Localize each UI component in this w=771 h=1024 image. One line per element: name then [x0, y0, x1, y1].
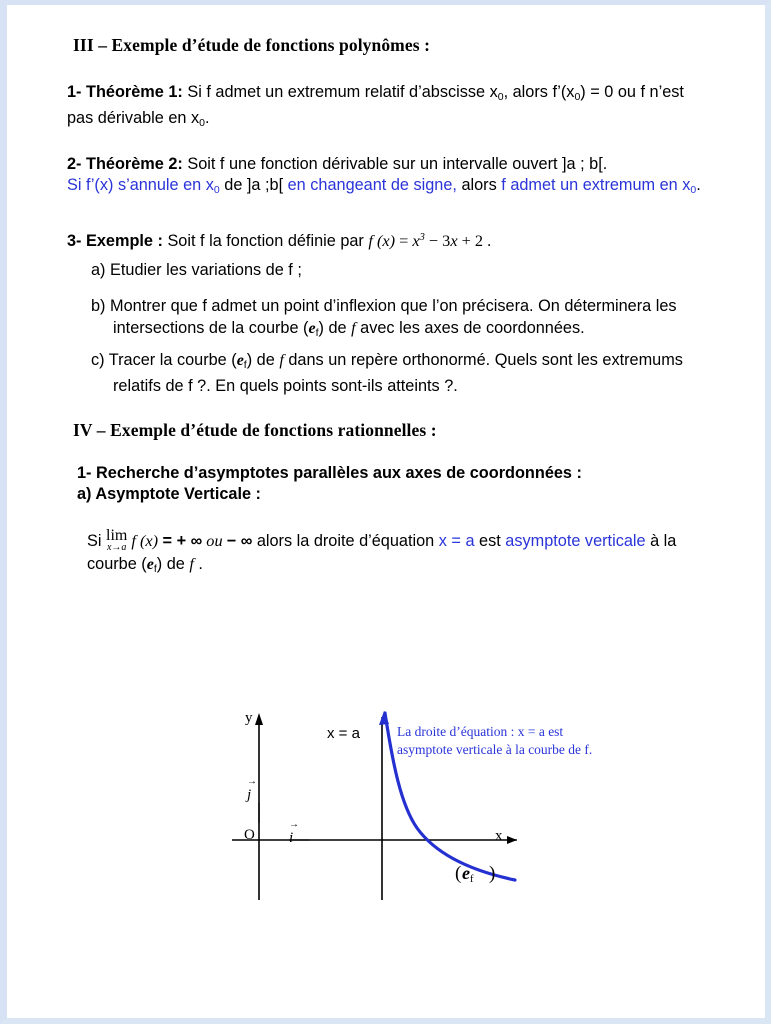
item-b-label: b): [91, 296, 106, 315]
limit-ou: ou: [202, 530, 227, 550]
limit-text-5: .: [193, 554, 203, 573]
limit-text-2: est: [474, 531, 506, 550]
theorem-2-text: Soit f une fonction dérivable sur un intervalle ouvert ]a ; b[.: [182, 155, 608, 173]
limit-si: Si: [87, 531, 107, 550]
formula-x-2: x: [450, 231, 458, 250]
figure-note-line-1: La droite d’équation : x = a est: [397, 724, 564, 739]
theorem-1-text-d: .: [205, 109, 210, 127]
origin-label: O: [244, 827, 255, 843]
section-iv-item-a: [77, 484, 707, 505]
theorem-2-blue-sub-1: 0: [213, 184, 220, 196]
limit-text-3: à la courbe (: [87, 531, 677, 573]
curve-symbol-limit-sub: f: [153, 562, 157, 575]
item-c-text-2: ) de: [246, 350, 280, 369]
theorem-2-paragraph: [67, 154, 707, 175]
formula-minus-3: − 3: [424, 231, 451, 250]
theorem-1-text-c: ) = 0 ou f n’est pas dérivable en x: [67, 83, 684, 127]
section-iv-item-1-label: 1- Recherche d’asymptotes parallèles aux axes de coordonnées :: [77, 463, 582, 482]
curve-symbol-b-sub: f: [315, 327, 319, 339]
example-3-paragraph: [67, 227, 707, 252]
item-a-text: Etudier les variations de f ;: [110, 261, 302, 279]
limit-f-of-x: f (x): [131, 530, 159, 550]
section-iv-heading: IV – Exemple d’étude de fonctions rationnelles :: [73, 419, 437, 440]
theorem-2-blue-sub-2: 0: [690, 184, 697, 196]
vector-j-label: j →: [247, 787, 251, 804]
limit-text-4: ) de: [156, 554, 190, 573]
example-item-c: [91, 349, 707, 398]
formula-equals: =: [395, 231, 413, 250]
asymptote-figure: [217, 695, 637, 925]
theorem-1-text-b: , alors f’(x: [503, 83, 575, 101]
asymptote-equation-label: x = a: [327, 725, 360, 742]
theorem-2-black-1: de ]a ;b[: [219, 176, 288, 194]
figure-note-line-2: asymptote verticale à la courbe de f.: [397, 742, 593, 757]
formula-f-of-x: f (x): [368, 231, 396, 250]
item-c-f: f: [279, 349, 284, 369]
vertical-asymptote-definition: [87, 527, 707, 580]
curve-label: e: [462, 863, 470, 883]
limit-plus-infinity: + ∞: [176, 531, 203, 550]
document-content: [67, 35, 707, 580]
item-c-text-1: Tracer la courbe (: [108, 350, 237, 369]
item-b-text-1: Montrer que f admet un point d’inflexion que l’on précisera. On déterminera les intersections de la courbe (: [110, 296, 677, 337]
item-c-label: c): [91, 350, 105, 369]
curve-symbol-c: e: [236, 351, 244, 369]
curve-symbol-c-sub: f: [243, 358, 247, 371]
limit-equals: =: [158, 531, 177, 550]
figure-note: [397, 723, 627, 759]
y-axis-label: y: [245, 710, 253, 726]
example-3-text: Soit f la fonction définie par: [162, 232, 369, 250]
theorem-1-sub-a: 0: [497, 91, 504, 103]
limit-x-equals-a: x = a: [438, 531, 475, 550]
example-item-b: [91, 296, 707, 345]
theorem-2-black-3: .: [696, 176, 701, 194]
curve-symbol-b: e: [308, 320, 316, 337]
theorem-1-sub-b: 0: [574, 91, 581, 103]
limit-subscript: x→a: [106, 541, 127, 553]
section-iv-item-1: [77, 463, 707, 484]
theorem-2-blue-1: Si f’(x) s’annule en x: [67, 176, 214, 194]
limit-text: alors la droite d’équation: [252, 531, 439, 550]
limit-f-2: f: [189, 553, 194, 573]
theorem-1-text-a: Si f admet un extremum relatif d’abscisse x: [182, 83, 498, 101]
item-a-label: a): [91, 261, 106, 279]
item-b-f: f: [351, 318, 356, 337]
theorem-2-blue-2: en changeant de signe,: [287, 176, 457, 194]
formula-plus-2: + 2: [457, 231, 484, 250]
x-axis-label: x: [495, 828, 503, 844]
theorem-1-paragraph: [67, 82, 707, 134]
theorem-2-blue-paragraph: [67, 175, 707, 201]
theorem-2-black-2: alors: [456, 176, 502, 194]
curve-label-sub: f: [470, 874, 474, 885]
curve-label-paren-close: ): [489, 863, 496, 884]
theorem-2-label: 2- Théorème 2:: [67, 155, 183, 173]
example-item-a: [91, 260, 707, 282]
example-3-label: 3- Exemple :: [67, 232, 163, 250]
formula-end: .: [483, 231, 492, 250]
vector-i-label: i →: [289, 830, 293, 847]
curve-symbol-limit: e: [146, 555, 154, 573]
curve-label-paren-open: (: [455, 863, 462, 884]
formula-exponent: 3: [419, 232, 425, 243]
item-b-text-3: avec les axes de coordonnées.: [355, 319, 585, 337]
formula-x: x: [412, 231, 420, 250]
theorem-1-label: 1- Théorème 1:: [67, 83, 183, 101]
limit-operator: [106, 527, 127, 553]
item-c-text-3: dans un repère orthonormé. Quels sont les extremums relatifs de f ?. En quels points sont-ils atteints ?.: [113, 350, 683, 395]
limit-minus-infinity: − ∞: [226, 531, 253, 550]
theorem-2-blue-3: f admet un extremum en x: [501, 176, 691, 194]
limit-asymptote-verticale: asymptote verticale: [505, 531, 646, 550]
section-iv-item-a-label: a) Asymptote Verticale :: [77, 484, 261, 503]
item-b-text-2: ) de: [318, 319, 352, 337]
theorem-1-sub-c: 0: [199, 117, 205, 129]
section-iii-heading: III – Exemple d’étude de fonctions polynômes :: [73, 35, 431, 55]
limit-lim: lim: [106, 526, 128, 544]
